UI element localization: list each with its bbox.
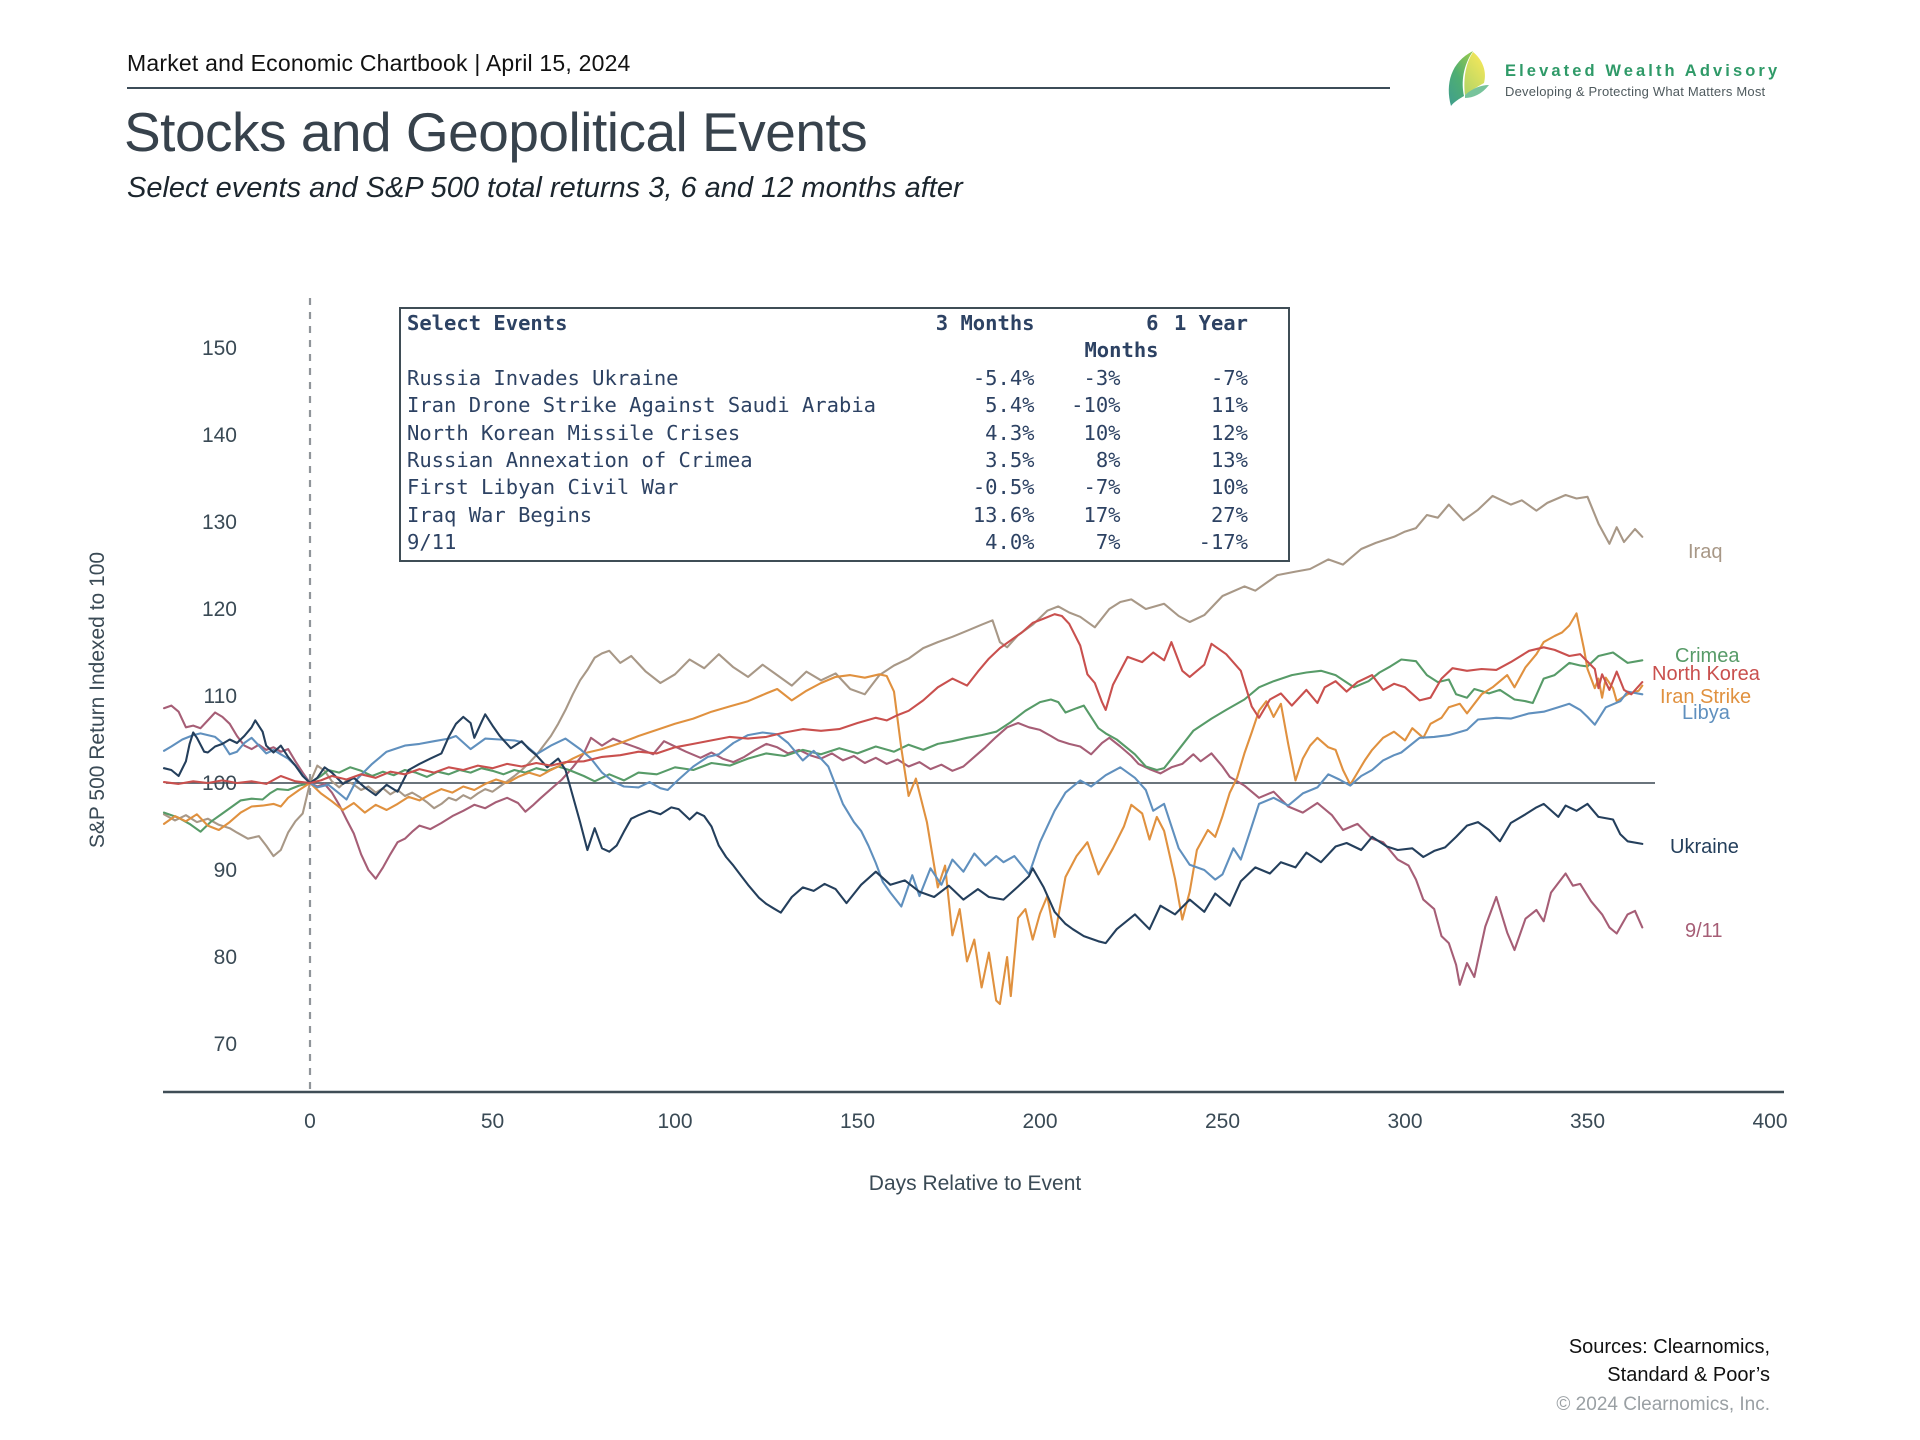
series-label-iraq: Iraq bbox=[1688, 541, 1723, 563]
series-label-north-korea: North Korea bbox=[1652, 663, 1760, 685]
events-table-row bbox=[401, 365, 1288, 392]
sources-line1: Sources: Clearnomics, bbox=[1568, 1336, 1770, 1358]
y-tick-label: 120 bbox=[201, 598, 237, 621]
series-line-iran-strike bbox=[164, 613, 1642, 1004]
events-table-row bbox=[401, 392, 1288, 419]
event-name-cell: Russia Invades Ukraine bbox=[407, 365, 679, 390]
series-label-9-11: 9/11 bbox=[1685, 920, 1723, 942]
return-6mo-cell: -7% bbox=[1083, 475, 1121, 500]
series-line-crimea bbox=[164, 653, 1642, 832]
sources-line2: Standard & Poor’s bbox=[1607, 1364, 1770, 1386]
select-events-table bbox=[399, 307, 1290, 562]
y-tick-label: 110 bbox=[203, 685, 237, 708]
return-3mo-cell: 3 Months bbox=[935, 311, 1035, 335]
series-label-ukraine: Ukraine bbox=[1670, 836, 1739, 858]
x-tick-label: 300 bbox=[1387, 1110, 1423, 1133]
logo-tagline: Developing & Protecting What Matters Most bbox=[1505, 84, 1766, 99]
y-tick-label: 80 bbox=[213, 946, 237, 969]
series-label-crimea: Crimea bbox=[1675, 645, 1740, 667]
x-tick-label: 150 bbox=[839, 1110, 876, 1133]
event-name-cell: Russian Annexation of Crimea bbox=[407, 448, 753, 473]
return-6mo-cell: 6 Months bbox=[1084, 311, 1159, 363]
return-6mo-cell: -3% bbox=[1083, 365, 1121, 390]
y-tick-label: 70 bbox=[213, 1033, 237, 1056]
event-name-cell: First Libyan Civil War bbox=[407, 475, 679, 500]
return-3mo-cell: -5.4% bbox=[972, 365, 1035, 390]
return-3mo-cell: 13.6% bbox=[972, 502, 1035, 527]
return-3mo-cell: -0.5% bbox=[972, 475, 1035, 500]
x-axis-title: Days Relative to Event bbox=[868, 1172, 1082, 1195]
return-6mo-cell: 8% bbox=[1095, 448, 1121, 473]
y-tick-label: 100 bbox=[201, 772, 237, 795]
series-label-libya: Libya bbox=[1682, 702, 1730, 724]
x-tick-label: 350 bbox=[1569, 1110, 1606, 1133]
event-name-cell: North Korean Missile Crises bbox=[407, 420, 741, 445]
events-table-row bbox=[401, 502, 1288, 529]
return-1yr-cell: 27% bbox=[1210, 502, 1248, 527]
return-6mo-cell: 10% bbox=[1083, 420, 1121, 445]
return-6mo-cell: 7% bbox=[1095, 530, 1121, 555]
x-tick-label: 50 bbox=[480, 1110, 505, 1133]
event-name-cell: Iraq War Begins bbox=[407, 502, 593, 527]
events-table-header-row bbox=[401, 310, 1288, 365]
return-3mo-cell: 3.5% bbox=[985, 448, 1035, 473]
return-6mo-cell: 17% bbox=[1083, 502, 1121, 527]
series-label-iran-strike: Iran Strike bbox=[1660, 686, 1752, 708]
event-name-cell: 9/11 bbox=[407, 530, 457, 555]
series-line-ukraine bbox=[164, 714, 1642, 943]
return-1yr-cell: 10% bbox=[1210, 475, 1248, 500]
header-title: Market and Economic Chartbook | April 15, 2024 bbox=[127, 50, 631, 76]
return-3mo-cell: 5.4% bbox=[985, 393, 1035, 418]
y-tick-label: 140 bbox=[201, 424, 237, 447]
events-table-row bbox=[401, 420, 1288, 447]
return-3mo-cell: 4.0% bbox=[985, 530, 1035, 555]
return-1yr-cell: -17% bbox=[1198, 530, 1248, 555]
series-line-libya bbox=[164, 692, 1642, 907]
x-tick-label: 400 bbox=[1752, 1110, 1788, 1133]
return-1yr-cell: -7% bbox=[1210, 365, 1248, 390]
return-1yr-cell: 13% bbox=[1210, 448, 1248, 473]
events-table-row bbox=[401, 474, 1288, 501]
return-1yr-cell: 11% bbox=[1210, 393, 1248, 418]
y-axis-title: S&P 500 Return Indexed to 100 bbox=[86, 551, 109, 849]
page-title: Stocks and Geopolitical Events bbox=[124, 101, 868, 163]
event-name-cell: Iran Drone Strike Against Saudi Arabia bbox=[407, 393, 876, 418]
return-1yr-cell: 1 Year bbox=[1173, 311, 1248, 335]
page-subtitle: Select events and S&P 500 total returns 3, 6 and 12 months after bbox=[127, 172, 963, 204]
x-tick-label: 250 bbox=[1204, 1110, 1241, 1133]
y-tick-label: 150 bbox=[201, 337, 237, 360]
x-tick-label: 0 bbox=[304, 1110, 316, 1133]
return-3mo-cell: 4.3% bbox=[985, 420, 1035, 445]
copyright-note: © 2024 Clearnomics, Inc. bbox=[1556, 1394, 1770, 1415]
x-tick-label: 200 bbox=[1022, 1110, 1058, 1133]
return-1yr-cell: 12% bbox=[1210, 420, 1248, 445]
return-6mo-cell: -10% bbox=[1071, 393, 1121, 418]
events-table-row bbox=[401, 529, 1288, 556]
x-tick-label: 100 bbox=[657, 1110, 693, 1133]
events-table-row bbox=[401, 447, 1288, 474]
event-name-cell: Select Events bbox=[407, 311, 568, 335]
sources-note bbox=[1556, 1333, 1770, 1419]
y-tick-label: 90 bbox=[213, 859, 237, 882]
logo-company-name: Elevated Wealth Advisory bbox=[1505, 62, 1781, 80]
y-tick-label: 130 bbox=[201, 511, 237, 534]
